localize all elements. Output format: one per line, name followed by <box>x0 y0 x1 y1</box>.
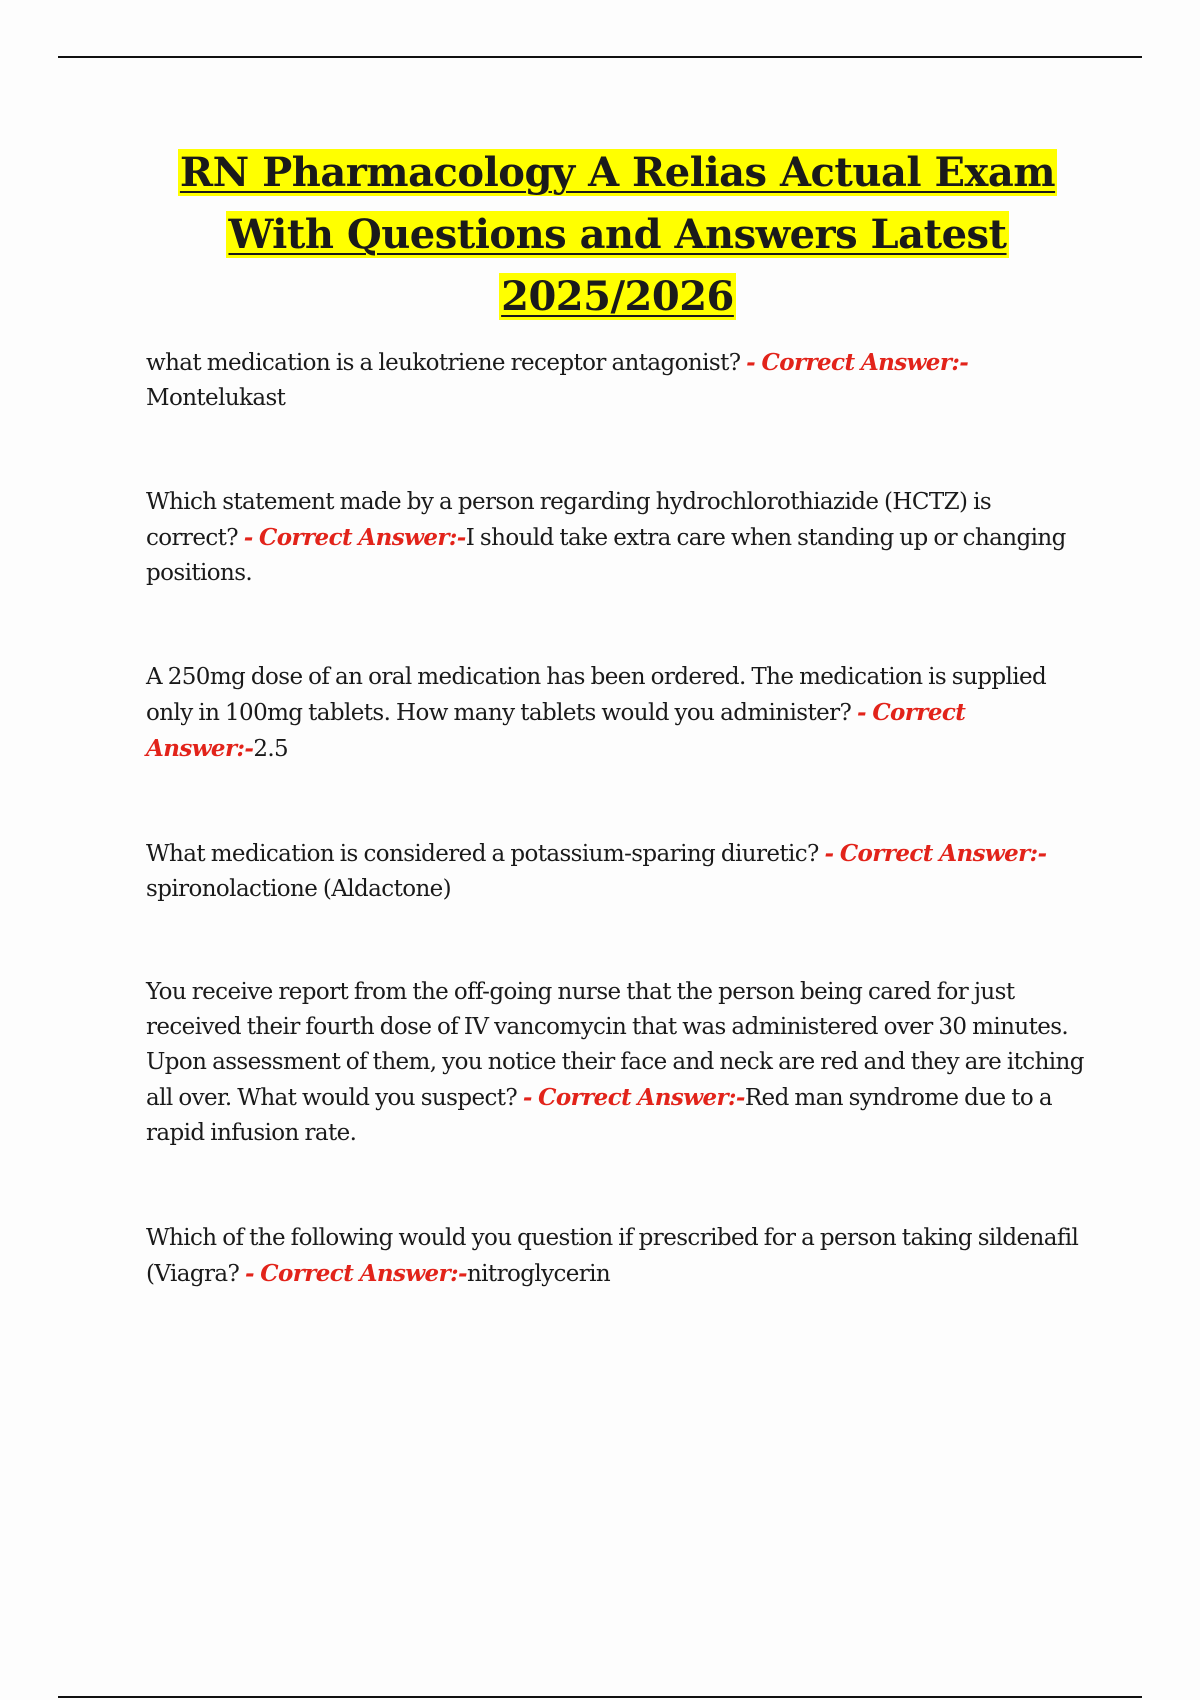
answer-text: spironolactione (Aldactone) <box>146 876 452 902</box>
correct-answer-marker: - Correct Answer:- <box>243 524 466 551</box>
top-rule <box>58 56 1142 58</box>
document-title-text: RN Pharmacology A Relias Actual Exam With Questions and Answers Latest 2025/2026 <box>179 149 1056 320</box>
qa-item-5 <box>146 975 1086 1151</box>
answer-text: Red man syndrome due to a rapid infusion rate. <box>146 1085 1052 1146</box>
question-text: A 250mg dose of an oral medication has been ordered. The medication is supplied only in 100mg tablets. How many tablets would you administer? <box>146 664 1047 726</box>
answer-text: Montelukast <box>146 385 286 411</box>
answer-text: 2.5 <box>253 736 289 762</box>
correct-answer-marker: - Correct Answer:- <box>146 699 966 762</box>
question-text: what medication is a leukotriene receptor antagonist? <box>146 350 741 376</box>
correct-answer-marker: - Correct Answer:- <box>824 840 1047 867</box>
document-title <box>150 142 1085 328</box>
answer-text: I should take extra care when standing up or changing positions. <box>146 525 1066 586</box>
qa-item-3 <box>146 660 1086 767</box>
question-text: You receive report from the off-going nurse that the person being cared for just received their fourth dose of IV vancomycin that was administered over 30 minutes. Upon assessment of them, you notice their face and neck are red and they are itching all over. What would you suspect? <box>146 979 1084 1111</box>
bottom-rule <box>58 1696 1142 1698</box>
correct-answer-marker: - Correct Answer:- <box>244 1260 467 1287</box>
question-text: What medication is considered a potassium-sparing diuretic? <box>146 841 819 867</box>
answer-text: nitroglycerin <box>466 1261 611 1287</box>
qa-item-2 <box>146 485 1086 591</box>
correct-answer-marker: - Correct Answer:- <box>746 349 969 376</box>
question-text: Which of the following would you question if prescribed for a person taking sildenafil (Viagra? <box>146 1225 1079 1287</box>
qa-item-1 <box>146 345 1086 416</box>
question-text: Which statement made by a person regarding hydrochlorothiazide (HCTZ) is correct? <box>146 489 992 551</box>
correct-answer-marker: - Correct Answer:- <box>522 1084 745 1111</box>
qa-item-6 <box>146 1221 1086 1292</box>
qa-item-4 <box>146 836 1086 907</box>
